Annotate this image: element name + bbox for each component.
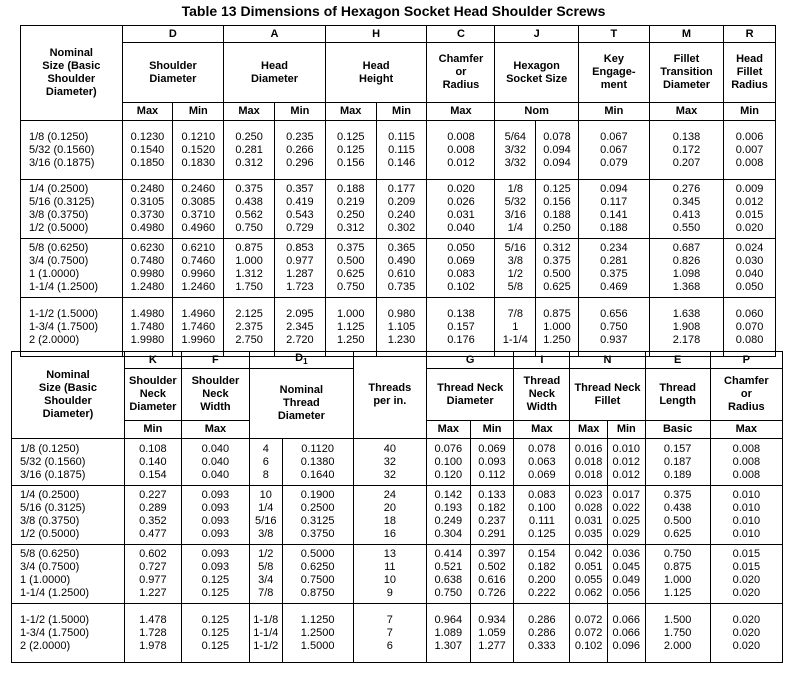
value-cell: 0.006 0.007 0.008 — [724, 121, 776, 180]
table-row — [12, 486, 783, 545]
value-cell: 1.478 1.728 1.978 — [124, 604, 181, 663]
value-cell: 0.602 0.727 0.977 1.227 — [124, 545, 181, 604]
value-cell: 2.125 2.375 2.750 — [224, 298, 275, 357]
value-cell: 1.000 1.125 1.250 — [325, 298, 376, 357]
nominal-size-cell: 1/8 (0.1250) 5/32 (0.1560) 3/16 (0.1875) — [21, 121, 123, 180]
value-cell: 1.1250 1.2500 1.5000 — [282, 604, 353, 663]
col-sub: Max — [181, 421, 249, 439]
value-cell: 0.133 0.182 0.237 0.291 — [470, 486, 514, 545]
col-letter: C — [427, 26, 495, 43]
table-row — [12, 545, 783, 604]
col-sub: Max — [710, 421, 782, 439]
value-cell: 0.078 0.063 0.069 — [514, 439, 570, 486]
value-cell: 0.009 0.012 0.015 0.020 — [724, 180, 776, 239]
value-cell: 0.008 0.008 0.012 — [427, 121, 495, 180]
nominal-size-cell: 1-1/2 (1.5000) 1-3/4 (1.7500) 2 (2.0000) — [12, 604, 125, 663]
value-cell: 2.095 2.345 2.720 — [275, 298, 326, 357]
col-name: Shoulder Neck Diameter — [124, 369, 181, 421]
value-cell: 0.010 0.010 0.010 0.010 — [710, 486, 782, 545]
value-cell: 0.414 0.521 0.638 0.750 — [426, 545, 470, 604]
value-cell: 1.4980 1.7480 1.9980 — [122, 298, 173, 357]
value-cell: 0.312 0.375 0.500 0.625 — [536, 239, 579, 298]
value-cell: 0.375 0.438 0.500 0.625 — [645, 486, 710, 545]
col-name: Head Diameter — [224, 43, 326, 103]
table-row — [12, 439, 783, 486]
value-cell: 7/8 1 1-1/4 — [495, 298, 536, 357]
col-letter: P — [710, 352, 782, 369]
col-name: Head Fillet Radius — [724, 43, 776, 103]
value-cell: 0.023 0.028 0.031 0.035 — [570, 486, 608, 545]
table-row — [21, 121, 776, 180]
col-letter: M — [649, 26, 723, 43]
col-sub: Min — [173, 103, 224, 121]
value-cell: 0.067 0.067 0.079 — [578, 121, 649, 180]
value-cell: 0.2480 0.3105 0.3730 0.4980 — [122, 180, 173, 239]
col-letter: D — [122, 26, 224, 43]
value-cell: 1.500 1.750 2.000 — [645, 604, 710, 663]
value-cell: 0.1900 0.2500 0.3125 0.3750 — [282, 486, 353, 545]
col-name: Chamfer or Radius — [427, 43, 495, 103]
col-sub: Max — [325, 103, 376, 121]
value-cell: 0.042 0.051 0.055 0.062 — [570, 545, 608, 604]
value-cell: 0.010 0.012 0.012 — [607, 439, 645, 486]
col-name: Thread Neck Fillet — [570, 369, 645, 421]
col-letter: I — [514, 352, 570, 369]
value-cell: 0.1230 0.1540 0.1850 — [122, 121, 173, 180]
col-sub: Basic — [645, 421, 710, 439]
value-cell: 0.072 0.072 0.102 — [570, 604, 608, 663]
value-cell: 0.5000 0.6250 0.7500 0.8750 — [282, 545, 353, 604]
value-cell: 0.375 0.438 0.562 0.750 — [224, 180, 275, 239]
col-letter: G — [426, 352, 513, 369]
dimensions-table-thread — [11, 351, 783, 663]
value-cell: 0.093 0.093 0.125 0.125 — [181, 545, 249, 604]
col-name: Hexagon Socket Size — [495, 43, 578, 103]
nominal-size-header: Nominal Size (Basic Shoulder Diameter) — [21, 26, 123, 121]
value-cell: 0.066 0.066 0.096 — [607, 604, 645, 663]
value-cell: 0.2460 0.3085 0.3710 0.4960 — [173, 180, 224, 239]
col-name: Nominal Thread Diameter — [249, 369, 353, 439]
value-cell: 0.125 0.125 0.125 — [181, 604, 249, 663]
col-sub: Max — [570, 421, 608, 439]
value-cell: 1.638 1.908 2.178 — [649, 298, 723, 357]
value-cell: 0.138 0.172 0.207 — [649, 121, 723, 180]
value-cell: 0.235 0.266 0.296 — [275, 121, 326, 180]
value-cell: 1/8 5/32 3/16 1/4 — [495, 180, 536, 239]
nominal-size-cell: 1/8 (0.1250) 5/32 (0.1560) 3/16 (0.1875) — [12, 439, 125, 486]
value-cell: 0.276 0.345 0.413 0.550 — [649, 180, 723, 239]
value-cell: 0.875 1.000 1.312 1.750 — [224, 239, 275, 298]
value-cell: 0.094 0.117 0.141 0.188 — [578, 180, 649, 239]
col-sub: Min — [578, 103, 649, 121]
col-letter: E — [645, 352, 710, 369]
col-name: Shoulder Diameter — [122, 43, 224, 103]
col-letter: K — [124, 352, 181, 369]
value-cell: 5/16 3/8 1/2 5/8 — [495, 239, 536, 298]
value-cell: 1.4960 1.7460 1.9960 — [173, 298, 224, 357]
value-cell: 24 20 18 16 — [353, 486, 426, 545]
value-cell: 0.227 0.289 0.352 0.477 — [124, 486, 181, 545]
value-cell: 0.008 0.008 0.008 — [710, 439, 782, 486]
value-cell: 0.1120 0.1380 0.1640 — [282, 439, 353, 486]
value-cell: 0.060 0.070 0.080 — [724, 298, 776, 357]
col-name: Thread Neck Width — [514, 369, 570, 421]
value-cell: 0.078 0.094 0.094 — [536, 121, 579, 180]
col-name: Chamfer or Radius — [710, 369, 782, 421]
value-cell: 0.016 0.018 0.018 — [570, 439, 608, 486]
value-cell: 0.177 0.209 0.240 0.302 — [376, 180, 427, 239]
col-name: Thread Neck Diameter — [426, 369, 513, 421]
value-cell: 0.015 0.015 0.020 0.020 — [710, 545, 782, 604]
col-name: Thread Length — [645, 369, 710, 421]
value-cell: 10 1/4 5/16 3/8 — [249, 486, 282, 545]
col-sub: Nom — [495, 103, 578, 121]
value-cell: 0.108 0.140 0.154 — [124, 439, 181, 486]
nominal-size-cell: 5/8 (0.6250) 3/4 (0.7500) 1 (1.0000) 1-1/4 (1.2500) — [12, 545, 125, 604]
table-row — [12, 604, 783, 663]
value-cell: 0.050 0.069 0.083 0.102 — [427, 239, 495, 298]
value-cell: 1/2 5/8 3/4 7/8 — [249, 545, 282, 604]
value-cell: 7 7 6 — [353, 604, 426, 663]
col-sub: Max — [426, 421, 470, 439]
table-row — [21, 239, 776, 298]
value-cell: 0.024 0.030 0.040 0.050 — [724, 239, 776, 298]
nominal-size-cell: 5/8 (0.6250) 3/4 (0.7500) 1 (1.0000) 1-1/4 (1.2500) — [21, 239, 123, 298]
col-letter: J — [495, 26, 578, 43]
col-name: Fillet Transition Diameter — [649, 43, 723, 103]
col-sub: Max — [427, 103, 495, 121]
col-sub: Min — [376, 103, 427, 121]
value-cell: 0.1210 0.1520 0.1830 — [173, 121, 224, 180]
nominal-size-cell: 1/4 (0.2500) 5/16 (0.3125) 3/8 (0.3750) 1/2 (0.5000) — [12, 486, 125, 545]
col-letter: $D_1$ — [249, 352, 353, 369]
value-cell: 0.853 0.977 1.287 1.723 — [275, 239, 326, 298]
col-sub: Min — [124, 421, 181, 439]
value-cell: 0.093 0.093 0.093 0.093 — [181, 486, 249, 545]
col-sub: Max — [122, 103, 173, 121]
value-cell: 0.964 1.089 1.307 — [426, 604, 470, 663]
value-cell: 0.6230 0.7480 0.9980 1.2480 — [122, 239, 173, 298]
value-cell: 0.036 0.045 0.049 0.056 — [607, 545, 645, 604]
value-cell: 1-1/8 1-1/4 1-1/2 — [249, 604, 282, 663]
value-cell: 0.020 0.026 0.031 0.040 — [427, 180, 495, 239]
col-sub: Max — [649, 103, 723, 121]
value-cell: 4 6 8 — [249, 439, 282, 486]
value-cell: 0.040 0.040 0.040 — [181, 439, 249, 486]
value-cell: 0.357 0.419 0.543 0.729 — [275, 180, 326, 239]
value-cell: 0.656 0.750 0.937 — [578, 298, 649, 357]
col-sub: Min — [724, 103, 776, 121]
table-row — [21, 298, 776, 357]
value-cell: 0.375 0.500 0.625 0.750 — [325, 239, 376, 298]
col-sub: Min — [470, 421, 514, 439]
value-cell: 5/64 3/32 3/32 — [495, 121, 536, 180]
col-name: Head Height — [325, 43, 427, 103]
value-cell: 0.875 1.000 1.250 — [536, 298, 579, 357]
value-cell: 0.188 0.219 0.250 0.312 — [325, 180, 376, 239]
value-cell: 0.020 0.020 0.020 — [710, 604, 782, 663]
col-letter: F — [181, 352, 249, 369]
value-cell: 0.6210 0.7460 0.9960 1.2460 — [173, 239, 224, 298]
col-letter: A — [224, 26, 326, 43]
value-cell: 0.250 0.281 0.312 — [224, 121, 275, 180]
value-cell: 13 11 10 9 — [353, 545, 426, 604]
table-title: Table 13 Dimensions of Hexagon Socket Head Shoulder Screws — [181, 3, 606, 19]
value-cell: 0.286 0.286 0.333 — [514, 604, 570, 663]
value-cell: 0.125 0.156 0.188 0.250 — [536, 180, 579, 239]
col-name: Key Engage- ment — [578, 43, 649, 103]
value-cell: 0.397 0.502 0.616 0.726 — [470, 545, 514, 604]
value-cell: 0.076 0.100 0.120 — [426, 439, 470, 486]
col-letter: T — [578, 26, 649, 43]
table-row — [21, 180, 776, 239]
value-cell: 0.234 0.281 0.375 0.469 — [578, 239, 649, 298]
nominal-size-cell: 1-1/2 (1.5000) 1-3/4 (1.7500) 2 (2.0000) — [21, 298, 123, 357]
value-cell: 0.980 1.105 1.230 — [376, 298, 427, 357]
value-cell: 0.017 0.022 0.025 0.029 — [607, 486, 645, 545]
value-cell: 40 32 32 — [353, 439, 426, 486]
col-sub: Max — [224, 103, 275, 121]
dimensions-table-head — [20, 25, 776, 357]
nominal-size-header: Nominal Size (Basic Shoulder Diameter) — [12, 352, 125, 439]
value-cell: 0.154 0.182 0.200 0.222 — [514, 545, 570, 604]
value-cell: 0.750 0.875 1.000 1.125 — [645, 545, 710, 604]
value-cell: 0.115 0.115 0.146 — [376, 121, 427, 180]
value-cell: 0.365 0.490 0.610 0.735 — [376, 239, 427, 298]
value-cell: 0.934 1.059 1.277 — [470, 604, 514, 663]
value-cell: 0.138 0.157 0.176 — [427, 298, 495, 357]
col-sub: Max — [514, 421, 570, 439]
col-letter: N — [570, 352, 645, 369]
col-name: Threads per in. — [353, 352, 426, 439]
value-cell: 0.142 0.193 0.249 0.304 — [426, 486, 470, 545]
col-sub: Min — [607, 421, 645, 439]
value-cell: 0.687 0.826 1.098 1.368 — [649, 239, 723, 298]
value-cell: 0.125 0.125 0.156 — [325, 121, 376, 180]
col-name: Shoulder Neck Width — [181, 369, 249, 421]
value-cell: 0.157 0.187 0.189 — [645, 439, 710, 486]
value-cell: 0.069 0.093 0.112 — [470, 439, 514, 486]
col-letter: H — [325, 26, 427, 43]
col-sub: Min — [275, 103, 326, 121]
nominal-size-cell: 1/4 (0.2500) 5/16 (0.3125) 3/8 (0.3750) 1/2 (0.5000) — [21, 180, 123, 239]
col-letter: R — [724, 26, 776, 43]
value-cell: 0.083 0.100 0.111 0.125 — [514, 486, 570, 545]
